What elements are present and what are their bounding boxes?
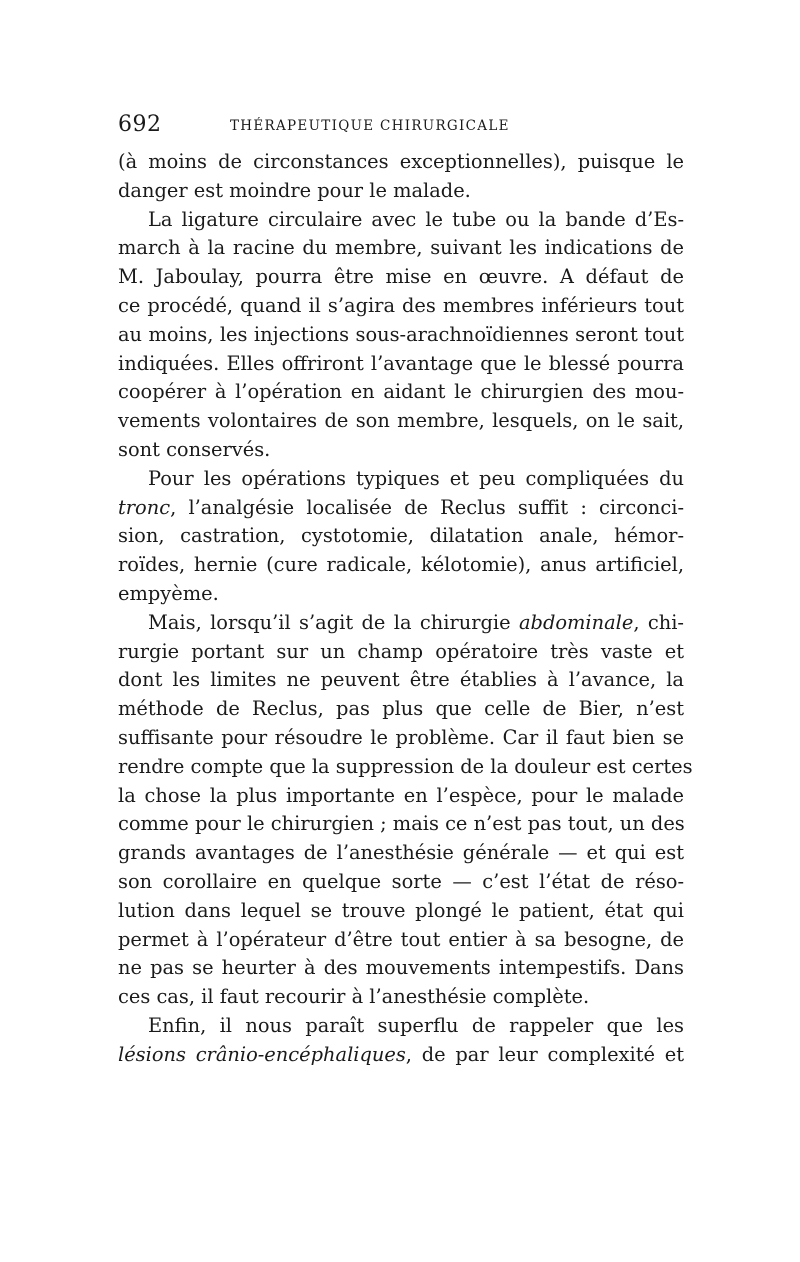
text-fragment: , chi- bbox=[633, 610, 684, 634]
text-line: indiquées. Elles offriront l’avantage que le blessé pourra bbox=[118, 351, 684, 375]
text-line: ne pas se heurter à des mouvements intempestifs. Dans bbox=[118, 956, 684, 980]
text-line: grands avantages de l’anesthésie générale — et qui est bbox=[118, 841, 684, 865]
text-fragment: , l’analgésie localisée de Reclus suffit : circonci- bbox=[170, 495, 684, 519]
text-line: sion, castration, cystotomie, dilatation anale, hémor- bbox=[118, 524, 684, 548]
text-line: ce procédé, quand il s’agira des membres inférieurs tout bbox=[118, 293, 684, 317]
text-line: au moins, les injections sous-arachnoïdiennes seront tout bbox=[118, 322, 684, 346]
text-line: sont conservés. bbox=[118, 437, 271, 461]
text-fragment: , de par leur complexité et bbox=[405, 1042, 684, 1066]
italic-term: abdominale bbox=[518, 610, 634, 634]
text-line: son corollaire en quelque sorte — c’est l’état de réso- bbox=[118, 869, 684, 893]
text-line: suffisante pour résoudre le problème. Car il faut bien se bbox=[118, 725, 684, 749]
italic-term: tronc bbox=[118, 495, 171, 519]
text-line: méthode de Reclus, pas plus que celle de Bier, n’est bbox=[118, 697, 684, 721]
text-line: lution dans lequel se trouve plongé le patient, état qui bbox=[118, 898, 684, 922]
text-line: roïdes, hernie (cure radicale, kélotomie), anus artificiel, bbox=[118, 553, 684, 577]
paragraph-2 bbox=[118, 206, 684, 465]
text-line: coopérer à l’opération en aidant le chirurgien des mou- bbox=[118, 380, 684, 404]
text-line: permet à l’opérateur d’être tout entier à sa besogne, de bbox=[118, 927, 684, 951]
running-head bbox=[118, 112, 684, 142]
text-line: Enfin, il nous paraît superflu de rappeler que les bbox=[148, 1013, 684, 1037]
text-line: La ligature circulaire avec le tube ou la bande d’Es- bbox=[148, 207, 684, 231]
paragraph-5 bbox=[118, 1012, 684, 1070]
text-line: dont les limites ne peuvent être établies à l’avance, la bbox=[118, 668, 684, 692]
text-line: la chose la plus importante en l’espèce, pour le malade bbox=[118, 783, 684, 807]
text-line: empyème. bbox=[118, 581, 219, 605]
book-page bbox=[118, 112, 693, 1070]
text-line bbox=[118, 609, 684, 638]
text-line: (à moins de circonstances exceptionnelles), puisque le bbox=[118, 150, 684, 173]
paragraph-4 bbox=[118, 609, 693, 1012]
text-fragment: Mais, lorsqu’il s’agit de la chirurgie bbox=[148, 610, 519, 634]
running-title: THÉRAPEUTIQUE CHIRURGICALE bbox=[230, 118, 510, 134]
paragraph-1 bbox=[118, 148, 684, 206]
page-number: 692 bbox=[118, 112, 162, 137]
paragraph-3 bbox=[118, 465, 684, 609]
body-text bbox=[118, 148, 693, 1070]
text-line: ces cas, il faut recourir à l’anesthésie complète. bbox=[118, 985, 590, 1009]
text-line bbox=[118, 494, 684, 523]
italic-term: lésions crânio-encéphaliques bbox=[118, 1042, 406, 1066]
text-line: M. Jaboulay, pourra être mise en œuvre. A défaut de bbox=[118, 265, 684, 289]
text-line bbox=[118, 1041, 684, 1070]
text-line: rendre compte que la suppression de la douleur est certes bbox=[118, 754, 693, 778]
text-line: vements volontaires de son membre, lesquels, on le sait, bbox=[118, 409, 684, 433]
text-line: comme pour le chirurgien ; mais ce n’est pas tout, un des bbox=[118, 812, 685, 836]
text-line: march à la racine du membre, suivant les indications de bbox=[118, 236, 684, 260]
text-line: danger est moindre pour le malade. bbox=[118, 178, 471, 202]
text-line: rurgie portant sur un champ opératoire très vaste et bbox=[118, 639, 684, 663]
text-line: Pour les opérations typiques et peu compliquées du bbox=[148, 466, 684, 490]
